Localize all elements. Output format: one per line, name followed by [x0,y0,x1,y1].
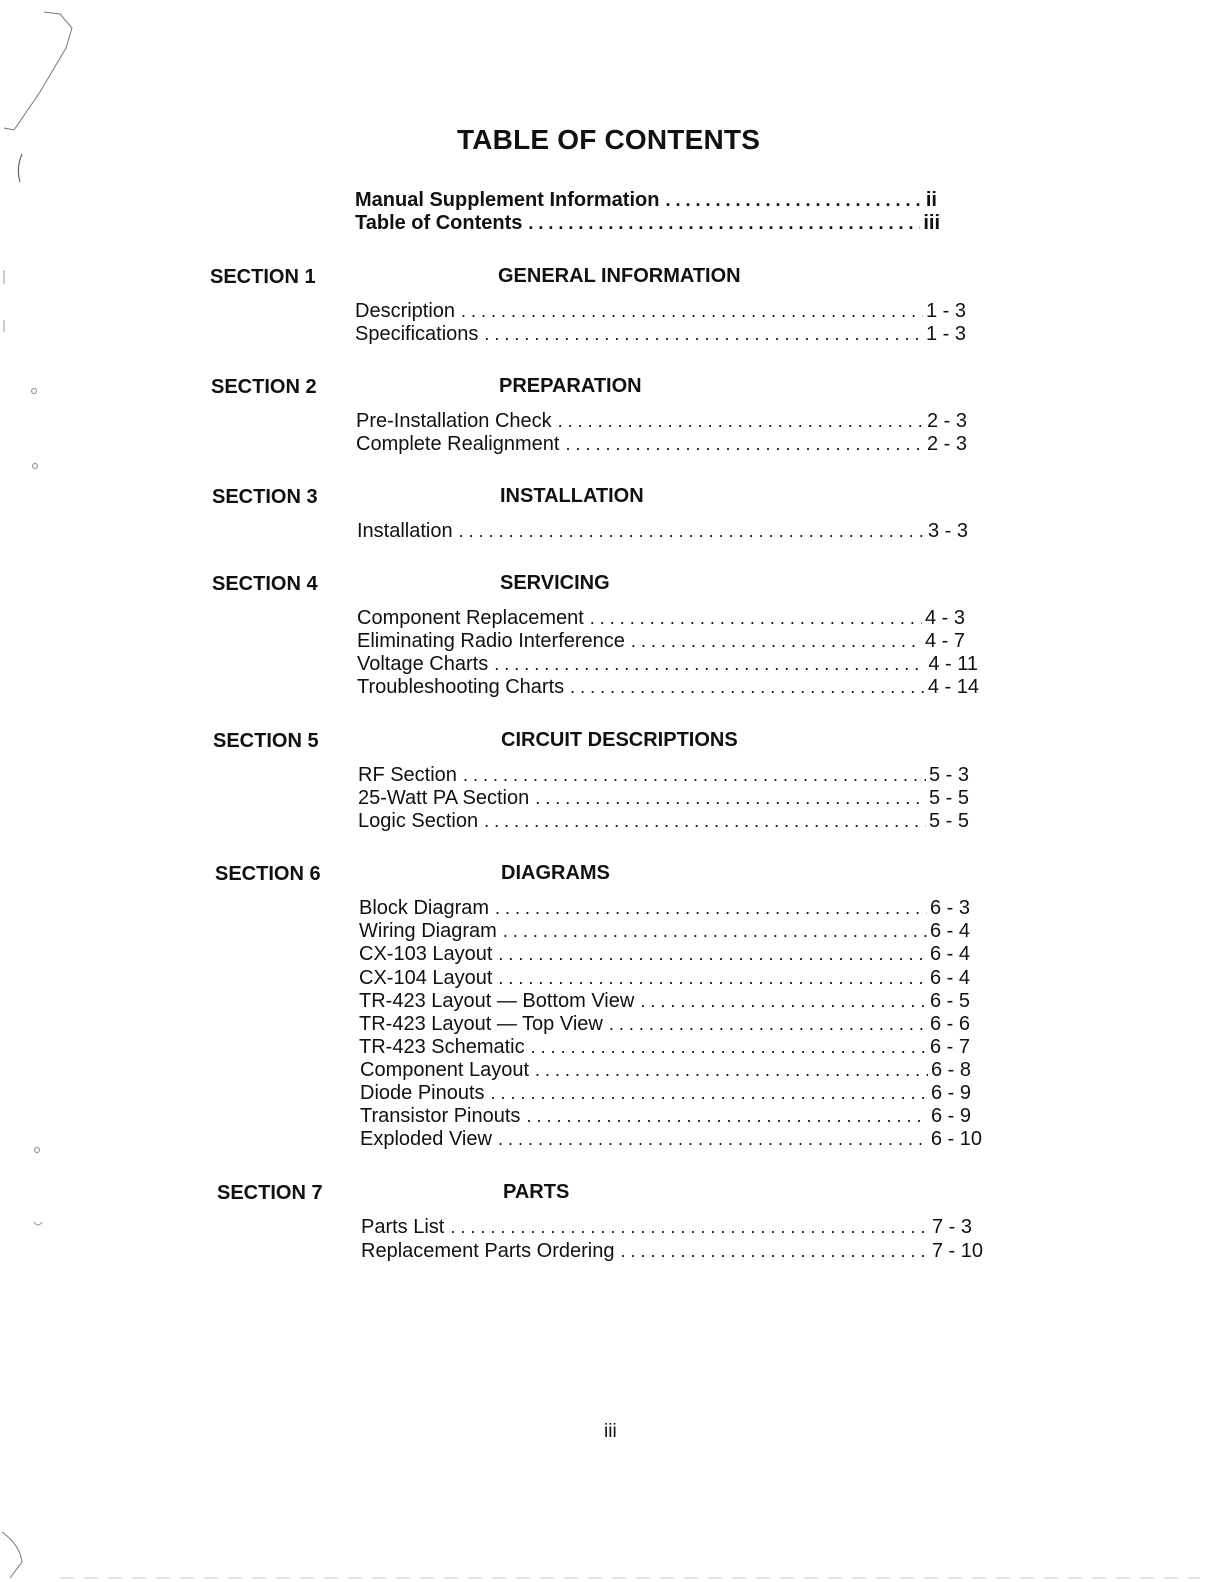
toc-entry-label: Table of Contents [355,212,523,234]
section-label: SECTION 3 [212,486,318,508]
toc-entry-page: 6 - 4 [929,920,970,942]
toc-entry-label: Specifications [355,323,479,345]
toc-entry-label: TR-423 Schematic [359,1036,525,1058]
toc-entry-page: 2 - 3 [926,433,967,455]
leader-dots [459,521,925,542]
leader-dots [609,1014,927,1035]
leader-dots [558,411,924,432]
leader-dots [461,301,923,322]
toc-entry [360,1128,982,1152]
toc-entry [361,1240,983,1264]
toc-entry-page: 6 - 8 [930,1059,971,1081]
toc-entry-label: Manual Supplement Information [355,189,660,211]
toc-entry-label: Component Replacement [357,607,584,629]
toc-entry-label: CX-103 Layout [359,943,493,965]
toc-entry [361,1216,972,1240]
section-heading: DIAGRAMS [501,862,610,884]
toc-entry-page: iii [923,212,940,234]
toc-entry [357,653,978,677]
toc-entry [356,410,967,434]
leader-dots [495,898,927,919]
leader-dots [528,213,920,234]
toc-entry-label: Description [355,300,456,322]
toc-entry-label: Transistor Pinouts [360,1105,521,1127]
toc-entry-page: 4 - 11 [928,653,978,675]
toc-entry-page: 5 - 5 [928,787,969,809]
leader-dots [484,324,923,345]
leader-dots [620,1241,928,1262]
leader-dots [503,921,927,942]
toc-entry [359,897,970,921]
document-title: TABLE OF CONTENTS [457,124,761,155]
leader-dots [631,631,922,652]
toc-entry-page: 6 - 4 [929,943,970,965]
toc-entry-label: Diode Pinouts [360,1082,485,1104]
toc-entry-page: 6 - 3 [929,897,970,919]
toc-entry-page: 5 - 3 [928,764,969,786]
leader-dots [570,677,925,698]
toc-entry [359,1013,970,1037]
toc-entry-label: TR-423 Layout — Top View [359,1013,603,1035]
toc-entry [360,1059,971,1083]
leader-dots [498,968,927,989]
scan-artifact-marks [0,0,90,1582]
leader-dots [535,1060,928,1081]
toc-entry-label: CX-104 Layout [359,967,493,989]
toc-entry-label: TR-423 Layout — Bottom View [359,990,635,1012]
toc-entry-label: Exploded View [360,1128,492,1150]
toc-entry-page: 1 - 3 [925,323,966,345]
toc-entry-page: 6 - 9 [930,1105,971,1127]
toc-entry [355,300,966,324]
toc-entry-page: ii [925,189,937,211]
toc-entry-page: 6 - 4 [929,967,970,989]
toc-entry-page: 4 - 3 [924,607,965,629]
leader-dots [491,1083,928,1104]
leader-dots [535,788,926,809]
toc-entry [357,630,965,654]
section-heading: INSTALLATION [500,485,644,507]
toc-entry-page: 6 - 5 [929,990,970,1012]
toc-entry [359,990,970,1014]
toc-entry-page: 6 - 6 [929,1013,970,1035]
section-label: SECTION 6 [215,863,321,885]
leader-dots [665,190,922,211]
toc-entry-label: Component Layout [360,1059,530,1081]
toc-entry-label: RF Section [358,764,457,786]
toc-entry-page: 3 - 3 [927,520,968,542]
leader-dots [526,1106,928,1127]
toc-entry [357,676,979,700]
toc-entry [355,189,937,213]
toc-entry [360,1082,971,1106]
toc-entry [355,323,966,347]
toc-entry-label: Logic Section [358,810,479,832]
section-label: SECTION 1 [210,266,316,288]
toc-entry-label: Troubleshooting Charts [357,676,565,698]
toc-entry-page: 7 - 10 [931,1240,983,1262]
section-label: SECTION 5 [213,730,319,752]
toc-entry-label: Installation [357,520,453,542]
toc-entry [358,764,969,788]
leader-dots [450,1217,929,1238]
leader-dots [494,654,925,675]
toc-entry-label: Pre-Installation Check [356,410,552,432]
toc-entry-page: 6 - 9 [930,1082,971,1104]
toc-entry [360,1105,971,1129]
section-heading: PREPARATION [499,375,642,397]
section-label: SECTION 4 [212,573,318,595]
section-label: SECTION 7 [217,1182,323,1204]
leader-dots [531,1037,927,1058]
scan-bottom-edge [0,1574,1222,1582]
toc-entry-label: Wiring Diagram [359,920,497,942]
section-heading: SERVICING [500,572,610,594]
leader-dots [565,434,924,455]
section-label: SECTION 2 [211,376,317,398]
toc-entry-label: Eliminating Radio Interference [357,630,625,652]
toc-entry-label: Replacement Parts Ordering [361,1240,615,1262]
leader-dots [498,1129,928,1150]
toc-entry-page: 6 - 7 [929,1036,970,1058]
toc-entry-page: 5 - 5 [928,810,969,832]
page-number: iii [604,1421,617,1442]
toc-entry-label: Parts List [361,1216,445,1238]
toc-entry [357,607,965,631]
toc-entry-label: Voltage Charts [357,653,489,675]
toc-entry-page: 6 - 10 [930,1128,982,1150]
section-heading: PARTS [503,1181,570,1203]
toc-entry-label: Complete Realignment [356,433,560,455]
section-heading: CIRCUIT DESCRIPTIONS [501,729,738,751]
toc-entry-page: 7 - 3 [931,1216,972,1238]
toc-entry-page: 4 - 14 [927,676,979,698]
toc-entry-page: 1 - 3 [925,300,966,322]
toc-entry [358,787,969,811]
leader-dots [640,991,927,1012]
leader-dots [498,944,927,965]
toc-entry-page: 2 - 3 [926,410,967,432]
toc-entry [356,433,967,457]
leader-dots [484,811,926,832]
toc-entry-label: 25-Watt PA Section [358,787,530,809]
toc-entry-page: 4 - 7 [924,630,965,652]
toc-entry [359,1036,970,1060]
leader-dots [590,608,922,629]
toc-entry [355,212,940,236]
toc-entry [359,967,970,991]
leader-dots [463,765,926,786]
toc-entry [357,520,968,544]
toc-entry-label: Block Diagram [359,897,490,919]
toc-entry [358,810,969,834]
toc-entry [359,943,970,967]
toc-entry [359,920,970,944]
section-heading: GENERAL INFORMATION [498,265,741,287]
